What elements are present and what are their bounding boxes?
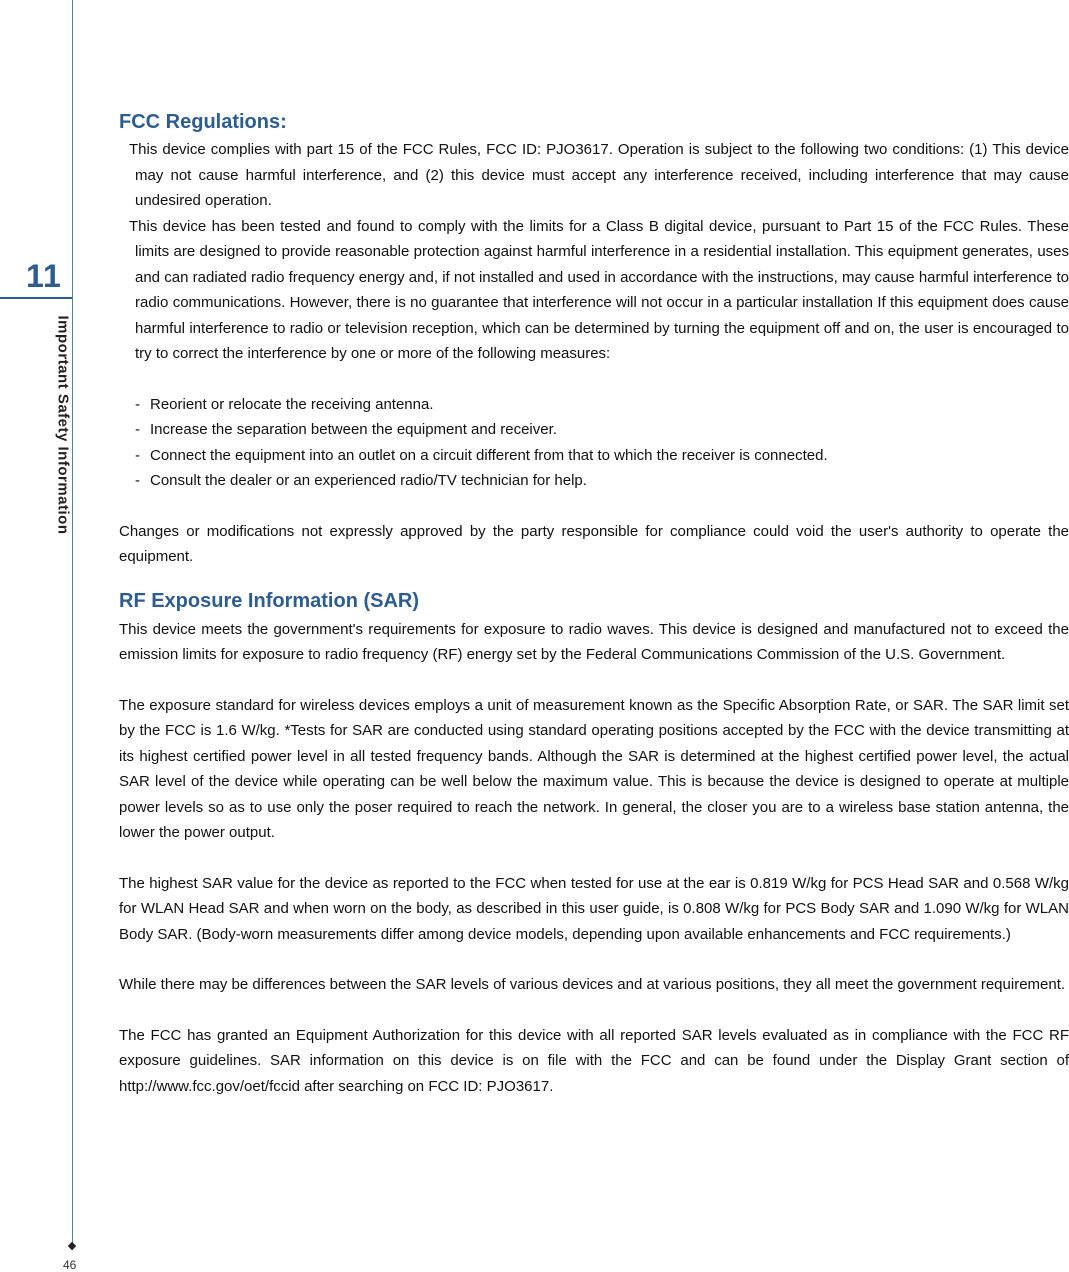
measure-text: Increase the separation between the equipment and receiver. — [150, 421, 557, 438]
sidebar-divider-line — [72, 0, 73, 1250]
measure-text: Connect the equipment into an outlet on a circuit different from that to which the receiver is connected. — [150, 446, 828, 464]
measure-text: Reorient or relocate the receiving antenna. — [150, 395, 434, 413]
fcc-class-b-paragraph: This device has been tested and found to comply with the limits for a Class B digital device, pursuant to Part 15 of the FCC Rules. These limits are designed to provide reasonable protection against harmful interference in a residential installation. This equipment generates, uses and can radiated radio frequency energy and, if not installed and used in accordance with the instructions, may cause harmful interference to radio communications. However, there is no guarantee that interference will not occur in a particular installation If this equipment does cause harmful interference to radio or television reception, which can be determined by turning the equipment off and on, the user is encouraged to try to correct the interference by one or more of the following measures: — [129, 217, 1069, 362]
page-number: 46 — [63, 1258, 77, 1272]
list-item — [135, 392, 1069, 418]
main-content — [119, 108, 1069, 1099]
sar-paragraph: The FCC has granted an Equipment Authorization for this device with all reported SAR levels evaluated as in compliance with the FCC RF exposure guidelines. SAR information on this device is on file with the FCC and can be found under the Display Grant section of http://www.fcc.gov/oet/fccid after searching on FCC ID: PJO3617. — [119, 1026, 1069, 1095]
sar-paragraph: The exposure standard for wireless devices employs a unit of measurement known as the Specific Absorption Rate, or SAR. The SAR limit set by the FCC is 1.6 W/kg. *Tests for SAR are conducted using standard operating positions accepted by the FCC with the device transmitting at its highest certified power level in all tested frequency bands. Although the SAR is determined at the highest certified power level, the actual SAR level of the device while operating can be well below the maximum value. This is because the device is designed to operate at multiple power levels so as to use only the poser required to reach the network. In general, the closer you are to a wireless base station antenna, the lower the power output. — [119, 696, 1069, 841]
sar-paragraph: The highest SAR value for the device as reported to the FCC when tested for use at the ear is 0.819 W/kg for PCS Head SAR and 0.568 W/kg for WLAN Head SAR and when worn on the body, as described in this user guide, is 0.808 W/kg for PCS Body SAR and 1.090 W/kg for WLAN Body SAR. (Body-worn measurements differ among device models, depending upon available enhancements and FCC requirements.) — [119, 874, 1069, 943]
chapter-title: Important Safety Information — [54, 315, 72, 535]
dash-marker: - — [135, 421, 140, 438]
sar-paragraph: While there may be differences between the SAR levels of various devices and at various positions, they all meet the government requirement. — [119, 976, 1066, 993]
dash-marker: - — [135, 472, 140, 489]
measure-text: Consult the dealer or an experienced radio/TV technician for help. — [150, 472, 587, 489]
fcc-heading: FCC Regulations: — [119, 111, 287, 133]
dash-marker: - — [135, 446, 140, 464]
list-item — [135, 417, 1069, 443]
list-item — [135, 468, 1069, 494]
sar-heading: RF Exposure Information (SAR) — [119, 589, 420, 612]
chapter-number: 11 — [26, 258, 62, 294]
measures-list — [119, 392, 1069, 494]
chapter-underline — [0, 297, 72, 299]
fcc-changes-paragraph: Changes or modifications not expressly approved by the party responsible for compliance could void the user's authority to operate the equipment. — [119, 522, 1069, 565]
diamond-icon — [68, 1242, 76, 1250]
fcc-compliance-paragraph: This device complies with part 15 of the FCC Rules, FCC ID: PJO3617. Operation is subject to the following two conditions: (1) This device may not cause harmful interference, and (2) this device must accept any interference received, including interference that may cause undesired operation. — [129, 141, 1069, 209]
list-item — [135, 443, 1069, 469]
dash-marker: - — [135, 395, 140, 413]
sar-paragraph: This device meets the government's requirements for exposure to radio waves. This device is designed and manufactured not to exceed the emission limits for exposure to radio frequency (RF) energy set by the Federal Communications Commission of the U.S. Government. — [119, 620, 1069, 663]
